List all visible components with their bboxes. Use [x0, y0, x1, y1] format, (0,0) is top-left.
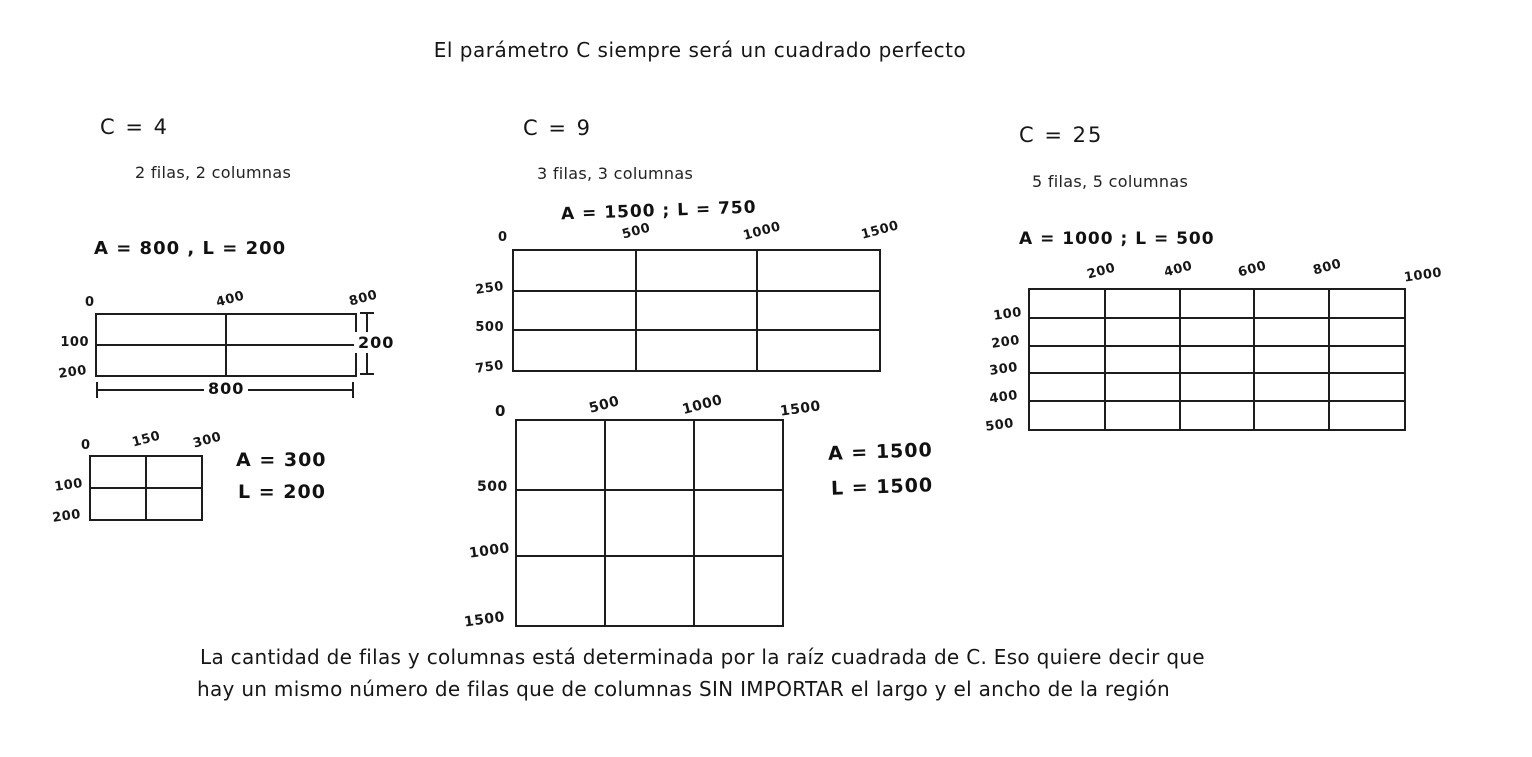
grid-hline	[1030, 372, 1404, 374]
x-tick-label: 0	[498, 230, 508, 245]
y-tick-label: 500	[477, 479, 508, 496]
x-tick-label: 200	[1085, 260, 1117, 283]
page-title: El parámetro C siempre será un cuadrado perfecto	[433, 38, 967, 62]
y-tick-label: 750	[474, 357, 505, 377]
grid-hline	[91, 487, 201, 489]
x-tick-label: 800	[1311, 256, 1344, 279]
grid-hline	[517, 555, 782, 557]
x-tick-label: 500	[587, 393, 622, 417]
y-tick-label: 1000	[468, 539, 511, 562]
x-tick-label: 0	[495, 402, 506, 420]
grid-c9-square	[463, 391, 822, 631]
x-tick-label: 500	[620, 220, 652, 243]
grid-vline	[756, 251, 758, 370]
rows-cols-subheading: 2 filas, 2 columnas	[135, 163, 292, 182]
grid-hline	[1030, 400, 1404, 402]
y-tick-label: 100	[53, 475, 84, 495]
grid-vline	[604, 421, 606, 625]
area-length-label: A = 800 , L = 200	[94, 238, 287, 259]
grid-hline	[97, 344, 355, 346]
grid-c9-wide	[474, 218, 901, 377]
x-tick-label: 600	[1236, 258, 1269, 281]
footer-line-2: hay un mismo número de filas que de columnas SIN IMPORTAR el largo y el ancho de la región	[197, 677, 1170, 701]
c-value-heading: C = 4	[100, 115, 169, 139]
x-tick-label: 0	[81, 438, 91, 453]
height-dim-label: 200	[354, 332, 398, 353]
grid-vline	[1179, 290, 1181, 429]
grid-vline	[1104, 290, 1106, 429]
y-tick-label: 100	[992, 304, 1023, 324]
y-tick-label: 200	[51, 506, 82, 526]
length-label: L = 1500	[830, 474, 934, 500]
x-tick-label: 1000	[680, 391, 724, 419]
x-tick-label: 150	[130, 428, 163, 451]
x-tick-label: 1500	[779, 398, 822, 420]
x-tick-label: 400	[214, 288, 247, 311]
area-length-label: A = 1500 ; L = 750	[560, 197, 757, 225]
y-tick-label: 200	[57, 362, 88, 382]
x-tick-label: 800	[347, 287, 380, 310]
grid-vline	[1328, 290, 1330, 429]
y-tick-label: 500	[984, 415, 1015, 435]
y-tick-label: 500	[475, 320, 504, 336]
x-tick-label: 0	[85, 295, 95, 310]
area-label: A = 1500	[827, 439, 934, 465]
x-tick-label: 400	[1162, 258, 1194, 281]
area-length-label: A = 1000 ; L = 500	[1019, 229, 1215, 249]
x-tick-label: 1500	[859, 218, 901, 243]
grid-vline	[635, 251, 637, 370]
rows-cols-subheading: 3 filas, 3 columnas	[537, 164, 694, 183]
width-dim-label: 800	[204, 378, 248, 399]
grid-vline	[693, 421, 695, 625]
y-tick-label: 1500	[463, 609, 506, 631]
grid-hline	[514, 290, 879, 292]
y-tick-label: 400	[988, 388, 1019, 408]
grid-hline	[1030, 345, 1404, 347]
c-value-heading: C = 25	[1019, 123, 1104, 147]
grid-c4-small	[51, 428, 224, 526]
grid-hline	[517, 489, 782, 491]
y-tick-label: 100	[60, 335, 89, 350]
footer-line-1: La cantidad de filas y columnas está determinada por la raíz cuadrada de C. Eso quiere decir que	[200, 645, 1205, 669]
y-tick-label: 200	[990, 332, 1021, 352]
y-tick-label: 250	[474, 278, 505, 298]
x-tick-label: 1000	[742, 219, 783, 244]
y-tick-label: 300	[988, 360, 1019, 380]
x-tick-label: 300	[191, 429, 224, 452]
rows-cols-subheading: 5 filas, 5 columnas	[1032, 172, 1189, 191]
grid-c25	[984, 256, 1444, 435]
area-label: A = 300	[236, 449, 327, 471]
length-label: L = 200	[238, 481, 326, 503]
grid-hline	[1030, 317, 1404, 319]
grid-c4-main	[57, 287, 380, 382]
c-value-heading: C = 9	[523, 116, 592, 140]
grid-vline	[1253, 290, 1255, 429]
x-tick-label: 1000	[1403, 265, 1444, 286]
grid-hline	[514, 329, 879, 331]
